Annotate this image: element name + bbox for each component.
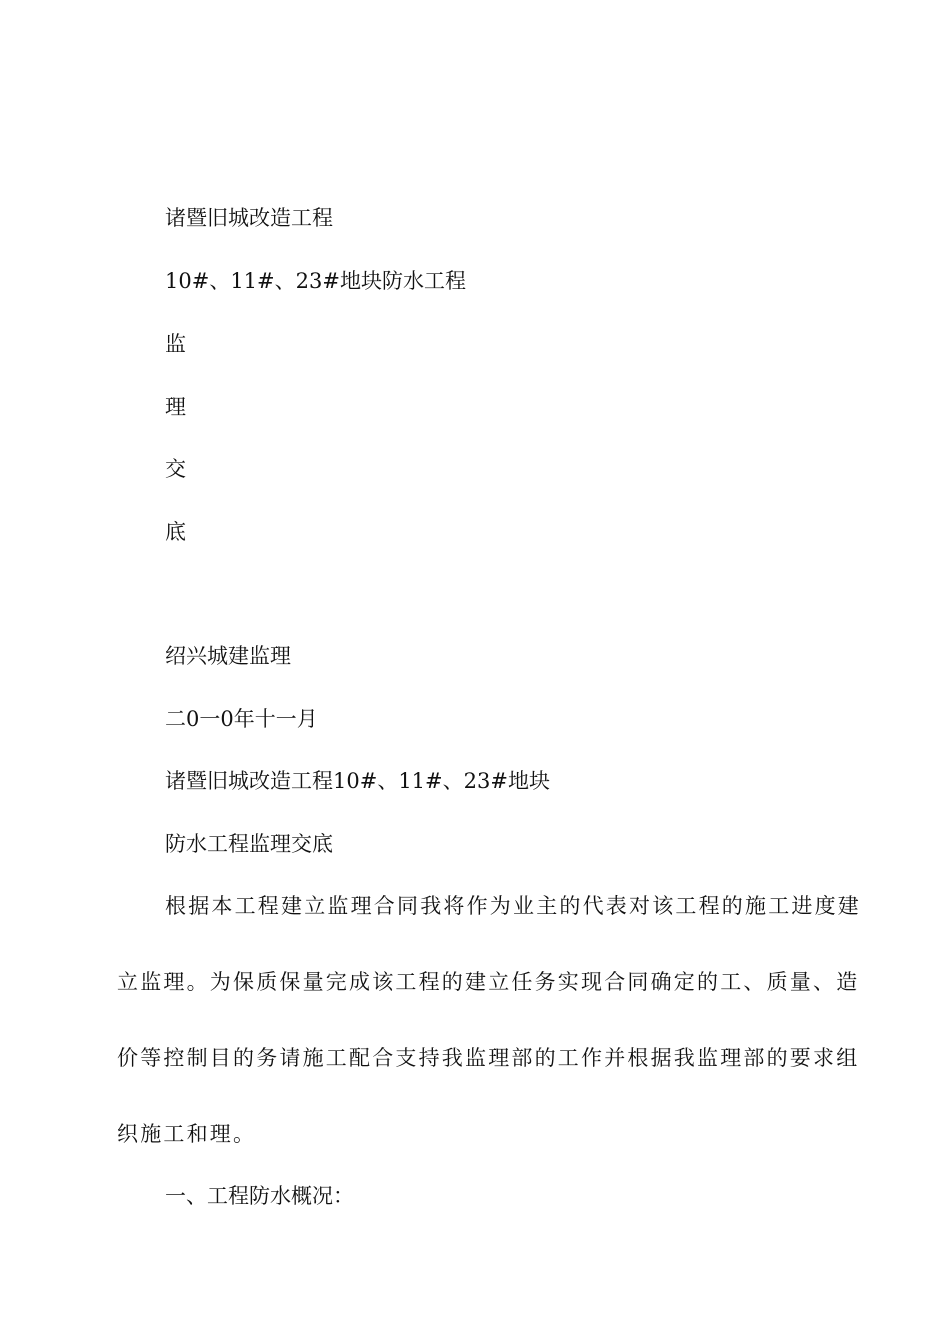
project-block: 10#、11#、23#地块防水工程 xyxy=(165,269,466,293)
section-heading-1: 一、工程防水概况： xyxy=(165,1184,354,1208)
title-char-1: 监 xyxy=(165,332,186,356)
title-char-3: 交 xyxy=(165,457,186,481)
document-date: 二0一0年十一月 xyxy=(165,707,318,731)
body-heading-line-2: 防水工程监理交底 xyxy=(165,832,333,856)
title-char-4: 底 xyxy=(165,520,186,544)
paragraph-line: 织施工和理。 xyxy=(117,1122,257,1146)
company-name: 绍兴城建监理 xyxy=(165,644,291,668)
body-heading-line-1: 诸暨旧城改造工程10#、11#、23#地块 xyxy=(165,769,550,793)
paragraph-line: 立监理。为保质保量完成该工程的建立任务实现合同确定的工、质量、造 xyxy=(117,970,860,994)
paragraph-line: 价等控制目的务请施工配合支持我监理部的工作并根据我监理部的要求组 xyxy=(117,1046,860,1070)
title-char-2: 理 xyxy=(165,395,186,419)
project-name: 诸暨旧城改造工程 xyxy=(165,206,333,230)
paragraph-line: 根据本工程建立监理合同我将作为业主的代表对该工程的施工进度建 xyxy=(165,894,861,918)
